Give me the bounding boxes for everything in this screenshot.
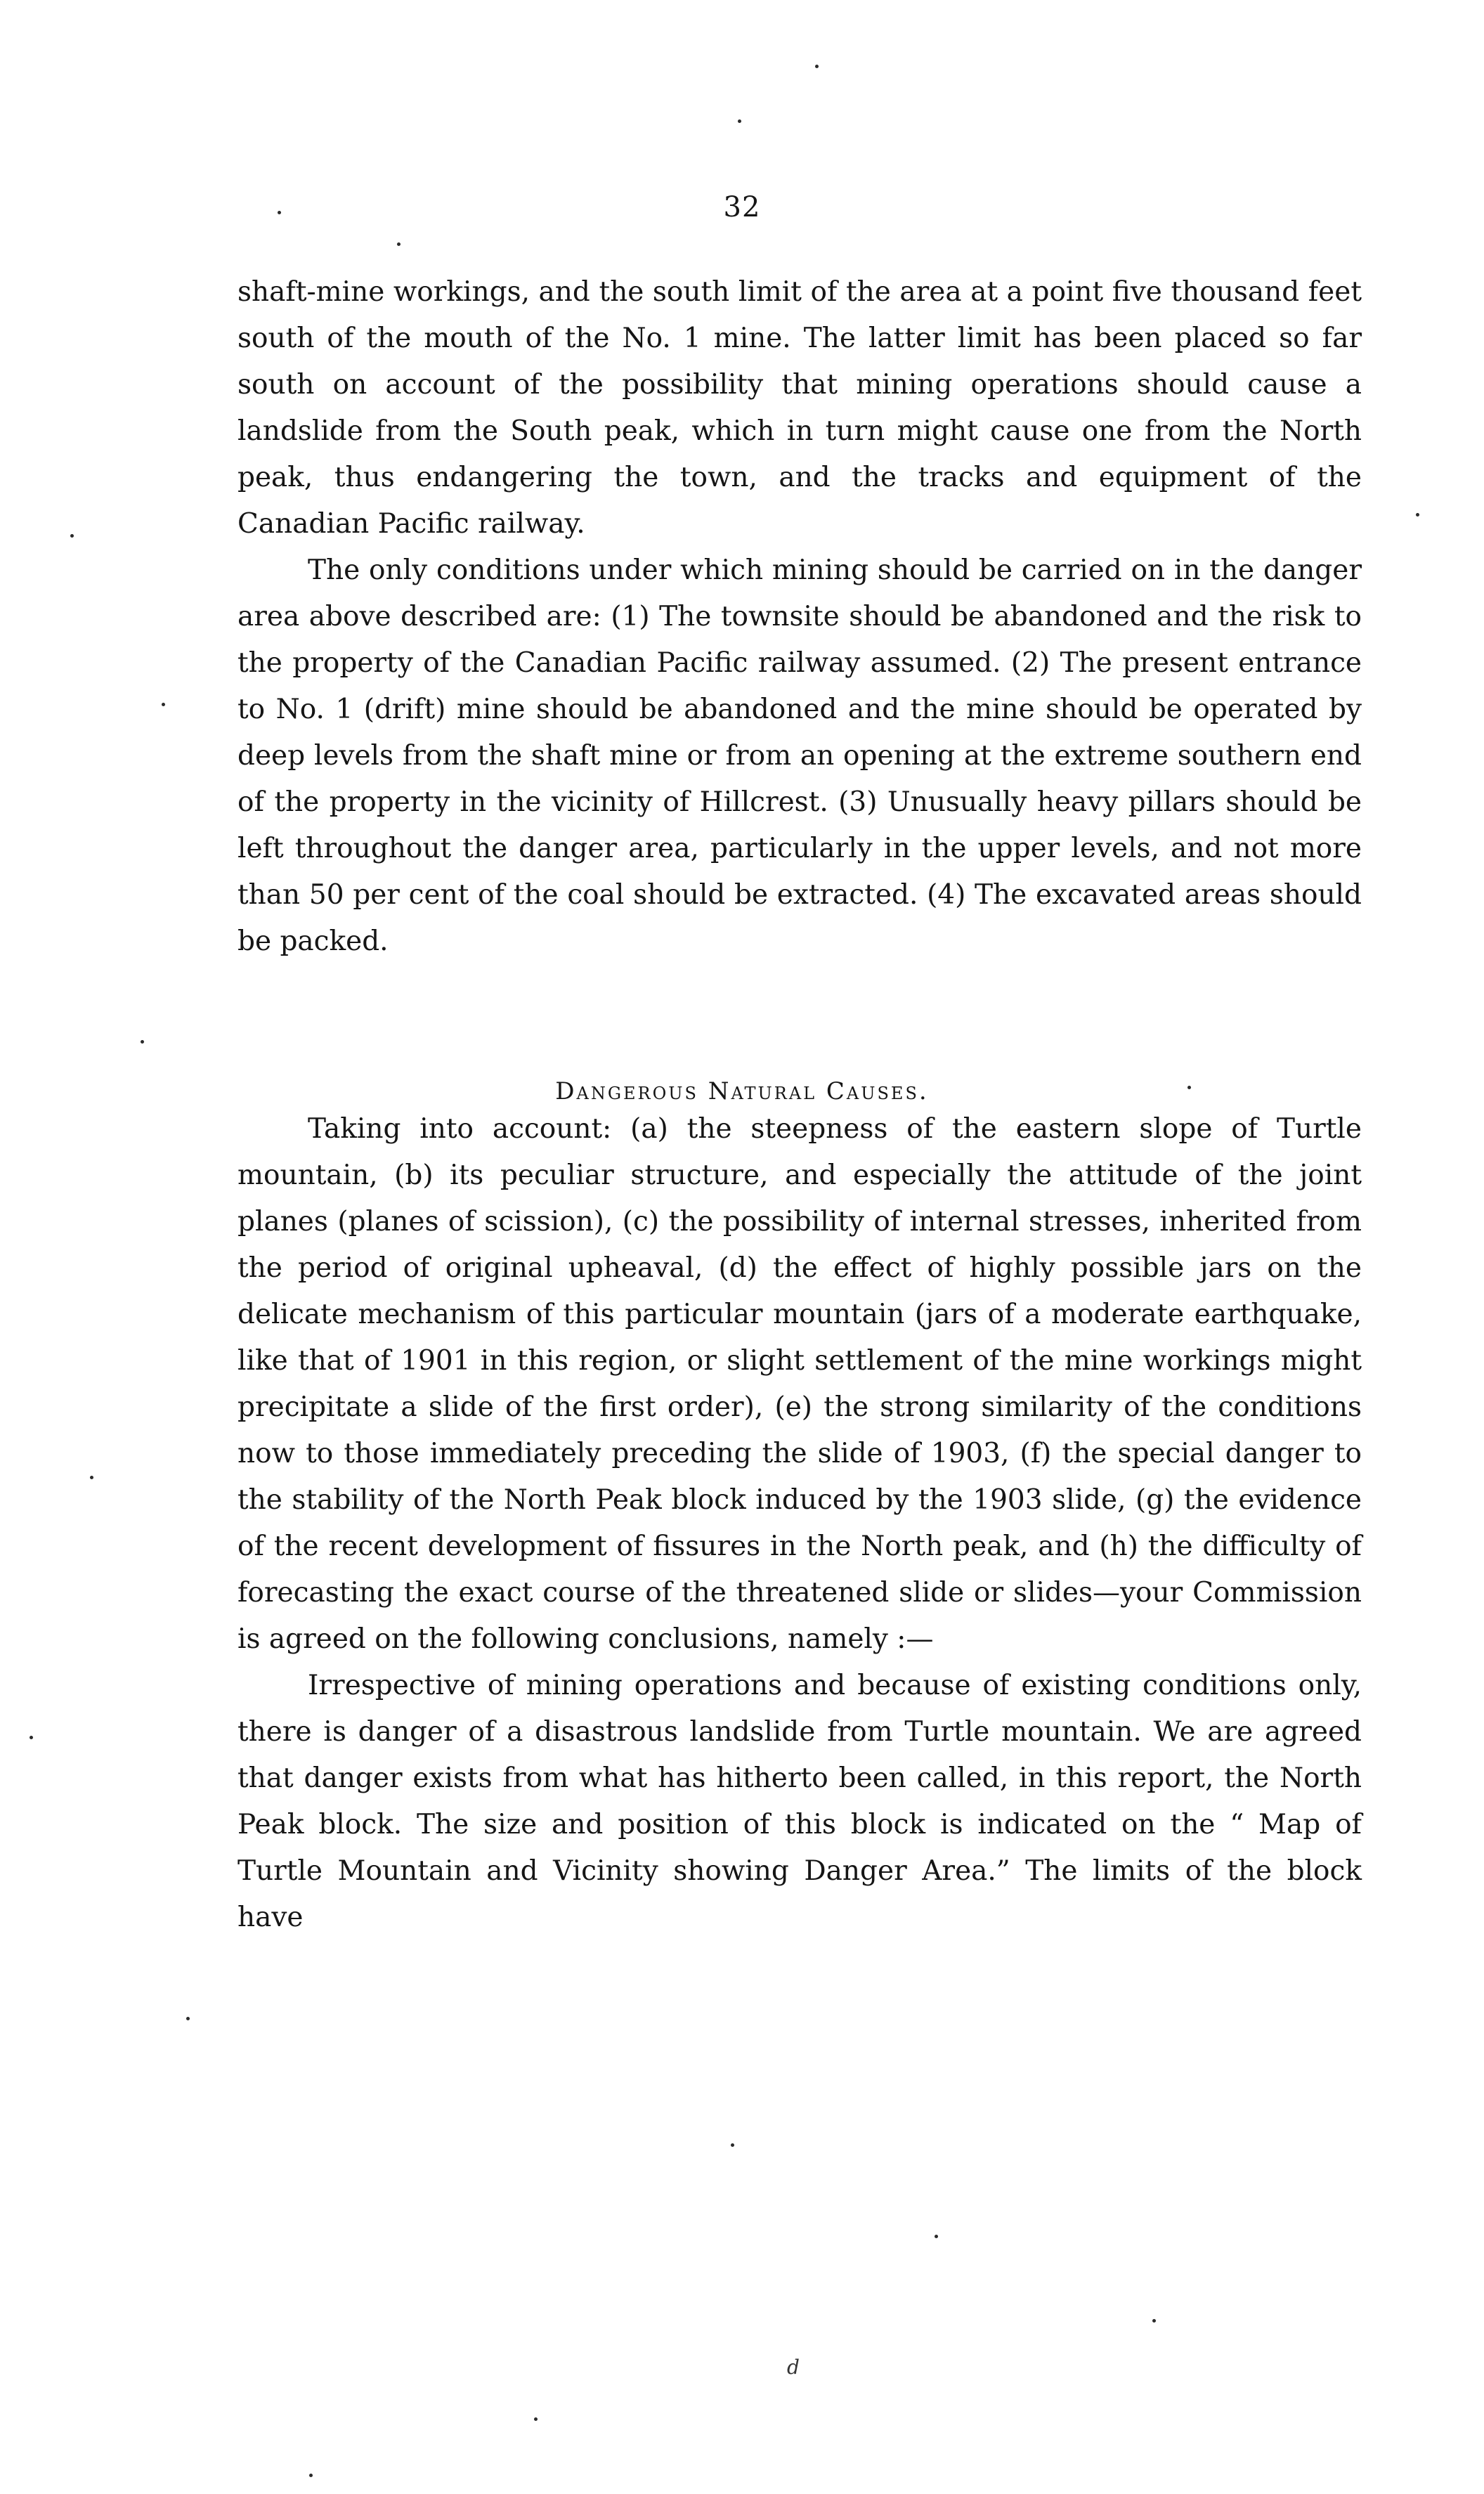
scan-speck xyxy=(186,2017,190,2020)
scan-speck xyxy=(309,2474,313,2477)
scan-speck xyxy=(1152,2319,1156,2323)
page-number: 32 xyxy=(723,191,761,223)
scan-speck xyxy=(90,1476,93,1479)
paragraph-mining-conditions: The only conditions under which mining should be carried on in the danger area above described are: (1) The townsite should be abandoned and the risk to the property of the Canadian Pacific railway assumed. (2) The present entrance to No. 1 (drift) mine should be abandoned and the mine should be operated by deep levels from the shaft mine or from an opening at the extreme southern end of the property in the vicinity of Hillcrest. (3) Unusually heavy pillars should be left throughout the danger area, particularly in the upper levels, and not more than 50 per cent of the coal should be extracted. (4) The excavated areas should be packed. xyxy=(237,554,1362,957)
bottom-ink-mark: d xyxy=(787,2356,800,2379)
scan-speck xyxy=(278,211,281,214)
scan-speck xyxy=(534,2417,538,2421)
paragraph-continuation: shaft-mine workings, and the south limit of the area at a point five thousand feet south of the mouth of the No. 1 mine. The latter limit has been placed so far south on account of the possibility that mining operations should cause a landslide from the South peak, which in turn might cause one from the North peak, thus endangering the town, and the tracks and equipment of the Canadian Pacific railway. xyxy=(237,276,1362,540)
paragraph-taking-into-account: Taking into account: (a) the steepness of the eastern slope of Turtle mountain, (b) its peculiar structure, and especially the attitude of the joint planes (planes of scission), (c) the possibility of internal stresses, inherited from the period of original upheaval, (d) the effect of highly possible jars on the delicate mechanism of this particular mountain (jars of a moderate earthquake, like that of 1901 in this region, or slight settlement of the mine workings might precipitate a slide of the first order), (e) the strong similarity of the conditions now to those immediately preceding the slide of 1903, (f) the special danger to the stability of the North Peak block induced by the 1903 slide, (g) the evidence of the recent development of fissures in the North peak, and (h) the difficulty of forecasting the exact course of the threatened slide or slides—your Commission is agreed on the following conclusions, namely :— xyxy=(237,1113,1362,1655)
text-block-lower xyxy=(237,1106,1362,1941)
scan-speck xyxy=(30,1736,33,1739)
scan-speck xyxy=(815,65,819,68)
section-heading: Dangerous Natural Causes. xyxy=(555,1077,929,1105)
text-block-upper xyxy=(237,269,1362,965)
scan-speck xyxy=(731,2143,734,2147)
scan-speck xyxy=(162,703,165,706)
scan-speck xyxy=(1187,1086,1191,1089)
scan-speck xyxy=(397,242,401,246)
scan-speck xyxy=(1416,513,1419,517)
scan-speck xyxy=(738,119,741,123)
scan-speck xyxy=(935,2235,938,2238)
scan-speck xyxy=(141,1040,144,1044)
scan-speck xyxy=(70,534,74,538)
paragraph-irrespective: Irrespective of mining operations and because of existing conditions only, there is danger of a disastrous landslide from Turtle mountain. We are agreed that danger exists from what has hitherto been called, in this report, the North Peak block. The size and position of this block is indicated on the “ Map of Turtle Mountain and Vicinity showing Danger Area.” The limits of the block have xyxy=(237,1670,1362,1933)
